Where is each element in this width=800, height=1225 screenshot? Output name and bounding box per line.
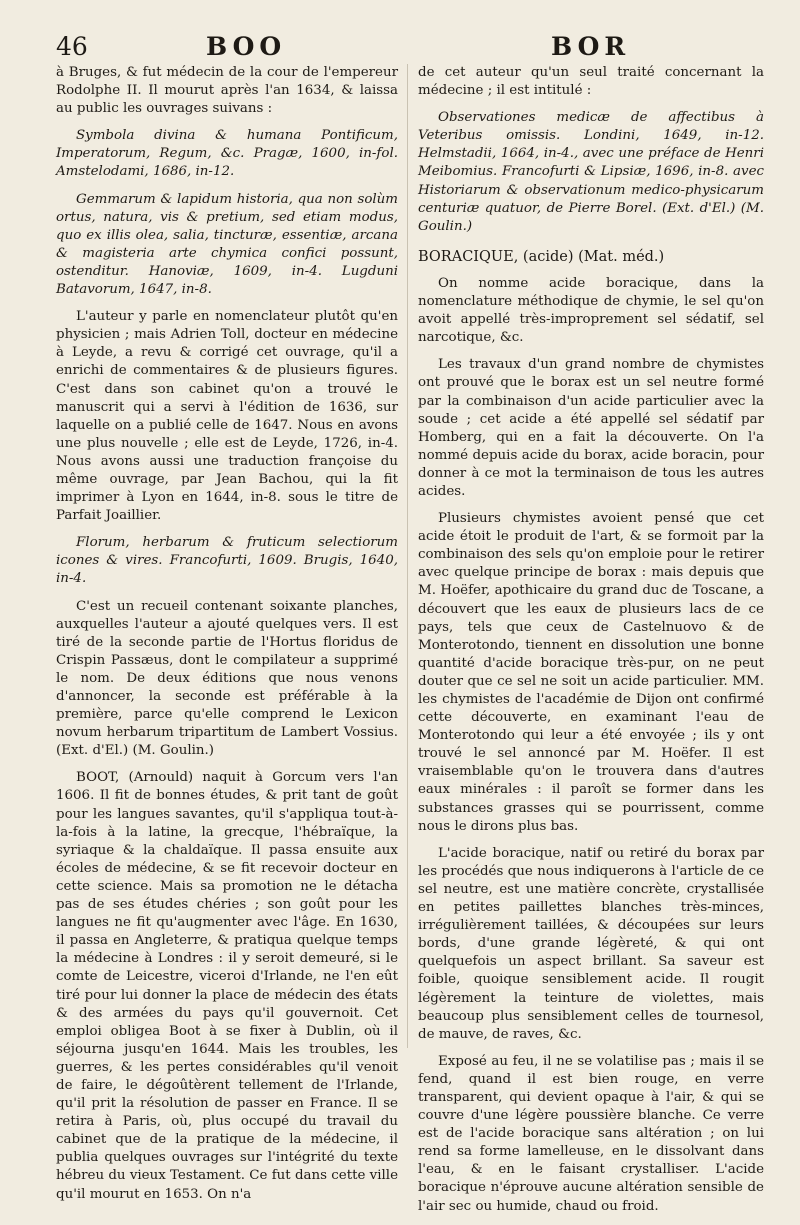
paragraph: L'auteur y parle en nomenclateur plutôt qu'en physicien ; mais Adrien Toll, docteur en médecine à Leyde, a revu & corrigé cet ouvrage, qu'il a enrichi de commentaires & de plusieurs figures. C'est dans son cabinet qu'on a trouvé le manuscrit qui a servi à l'édition de 1636, sur laquelle on a publié celle de 1647. Nous en avons une plus nouvelle ; elle est de Leyde, 1726, in-4. Nous avons aussi une traduction françoise du même ouvrage, par Jean Bachou, qui la fit imprimer à Lyon en 1644, in-8. sous le titre de Parfait Joaillier.	[56, 309, 398, 524]
paragraph: Exposé au feu, il ne se volatilise pas ; mais il se fend, quand il est bien rouge, en verre transparent, qui devient opaque à l'air, & qui se couvre d'une légère poussière blanche. Ce verre est de l'acide boracique sans altération ; on lui rend sa forme lamelleuse, en le dissolvant dans l'eau, & en le faisant crystalliser. L'acide boracique n'éprouve aucune altération sensible de l'air sec ou humide, chaud ou froid.	[418, 1053, 764, 1214]
page-number: 46	[56, 32, 88, 61]
citation: Florum, herbarum & fruticum selectiorum icones & vires. Francofurti, 1609. Brugis, 1640, in-4.	[56, 535, 398, 587]
left-column	[56, 64, 398, 1213]
citation: Observationes medicæ de affectibus à Veteribus omissis. Londini, 1649, in-12. Helmstadii, 1664, in-4., avec une préface de Henri Meibomius. Francofurti & Lipsiæ, 1696, in-8. avec Historiarum & observationum medico-physicarum centuriæ quatuor, de Pierre Borel. (Ext. d'El.) (M. Goulin.)	[418, 110, 764, 234]
column-divider	[407, 64, 408, 1048]
paragraph: Les travaux d'un grand nombre de chymistes ont prouvé que le borax est un sel neutre formé par la combinaison d'un acide particulier avec la soude ; cet acide a été appellé sel sédatif par Homberg, qui en a fait la découverte. On l'a nommé depuis acide du borax, acide boracin, pour donner à ce mot la terminaison de tous les autres acides.	[418, 357, 764, 499]
right-column	[418, 64, 764, 1225]
paragraph: C'est un recueil contenant soixante planches, auxquelles l'auteur a ajouté quelques vers. Il est tiré de la seconde partie de l'Hortus floridus de Crispin Passæus, dont le compilateur a supprimé le nom. De deux éditions que nous venons d'annoncer, la seconde est préférable à la première, parce qu'elle comprend le Lexicon novum herbarum tripartitum de Lambert Vossius. (Ext. d'El.) (M. Goulin.)	[56, 598, 398, 759]
page-header	[56, 30, 782, 62]
paragraph: de cet auteur qu'un seul traité concernant la médecine ; il est intitulé :	[418, 65, 764, 99]
running-head-right: BOR	[551, 32, 631, 61]
article-boot: BOOT, (Arnould) naquit à Gorcum vers l'an 1606. Il fit de bonnes études, & prit tant de goût pour les langues savantes, qu'il s'appliqua tout-à-la-fois à la latine, la grecque, l'hébraïque, la syriaque & la chaldaïque. Il passa ensuite aux écoles de médecine, & se fit recevoir docteur en cette science. Mais sa promotion ne le détacha pas de ses études chéries ; son goût pour les langues ne fit qu'augmenter avec l'âge. En 1630, il passa en Angleterre, & pratiqua quelque temps la médecine à Londres : il y seroit demeuré, si le comte de Leicestre, viceroi d'Irlande, ne l'en eût tiré pour lui donner la place de médecin des états & des armées du pays qu'il gouvernoit. Cet emploi obligea Boot à se fixer à Dublin, où il séjourna jusqu'en 1644. Mais les troubles, les guerres, & les pertes considérables qu'il venoit de faire, le dégoûtèrent tellement de l'Irlande, qu'il prit la résolution de passer en France. Il se retira à Paris, où, plus occupé du travail du cabinet que de la pratique de la médecine, il publia quelques ouvrages sur l'intégrité du texte hébreu du vieux Testament. Ce fut dans cette ville qu'il mourut en 1653. On n'a	[56, 770, 398, 1202]
citation: Symbola divina & humana Pontificum, Imperatorum, Regum, &c. Pragæ, 1600, in-fol. Amstelodami, 1686, in-12.	[56, 128, 398, 180]
paragraph: L'acide boracique, natif ou retiré du borax par les procédés que nous indiquerons à l'article de ce sel neutre, est une matière concrète, crystallisée en petites paillettes blanches très-minces, irrégulièrement taillées, & découpées sur leurs bords, d'une grande légèreté, & qui ont quelquefois un aspect brillant. Sa saveur est foible, quoique sensiblement acide. Il rougit légèrement la teinture de violettes, mais beaucoup plus sensiblement celles de tournesol, de mauve, de raves, &c.	[418, 845, 764, 1042]
paragraph: Plusieurs chymistes avoient pensé que cet acide étoit le produit de l'art, & se formoit par la combinaison des sels qu'on emploie pour le retirer avec quelque principe de borax : mais depuis que M. Hoëfer, apothicaire du grand duc de Toscane, a découvert que les eaux de plusieurs lacs de ce pays, tels que ceux de Castelnuovo & de Monterotondo, tiennent en dissolution une bonne quantité d'acide boracique très-pur, on ne peut douter que ce sel ne soit un acide particulier. MM. les chymistes de l'académie de Dijon ont confirmé cette découverte, en examinant l'eau de Monterotondo qui leur a été envoyée ; ils y ont trouvé le sel annoncé par M. Hoëfer. Il est vraisemblable qu'on le trouvera dans d'autres eaux minérales : il paroît se former dans les substances grasses qui se pourrissent, comme nous le dirons plus bas.	[418, 511, 764, 834]
paragraph: à Bruges, & fut médecin de la cour de l'empereur Rodolphe II. Il mourut après l'an 1634, & laissa au public les ouvrages suivans :	[56, 65, 398, 117]
running-head-left: BOO	[206, 32, 287, 61]
citation: Gemmarum & lapidum historia, qua non solùm ortus, natura, vis & pretium, sed etiam modus, quo ex illis olea, salia, tincturæ, essentiæ, arcana & magisteria arte chymica confici possunt, ostenditur. Hanoviæ, 1609, in-4. Lugduni Batavorum, 1647, in-8.	[56, 191, 398, 298]
paragraph: On nomme acide boracique, dans la nomenclature méthodique de chymie, le sel qu'on avoit appellé très-improprement sel sédatif, sel narcotique, &c.	[418, 275, 764, 346]
article-heading: BORACIQUE, (acide) (Mat. méd.)	[418, 248, 665, 265]
